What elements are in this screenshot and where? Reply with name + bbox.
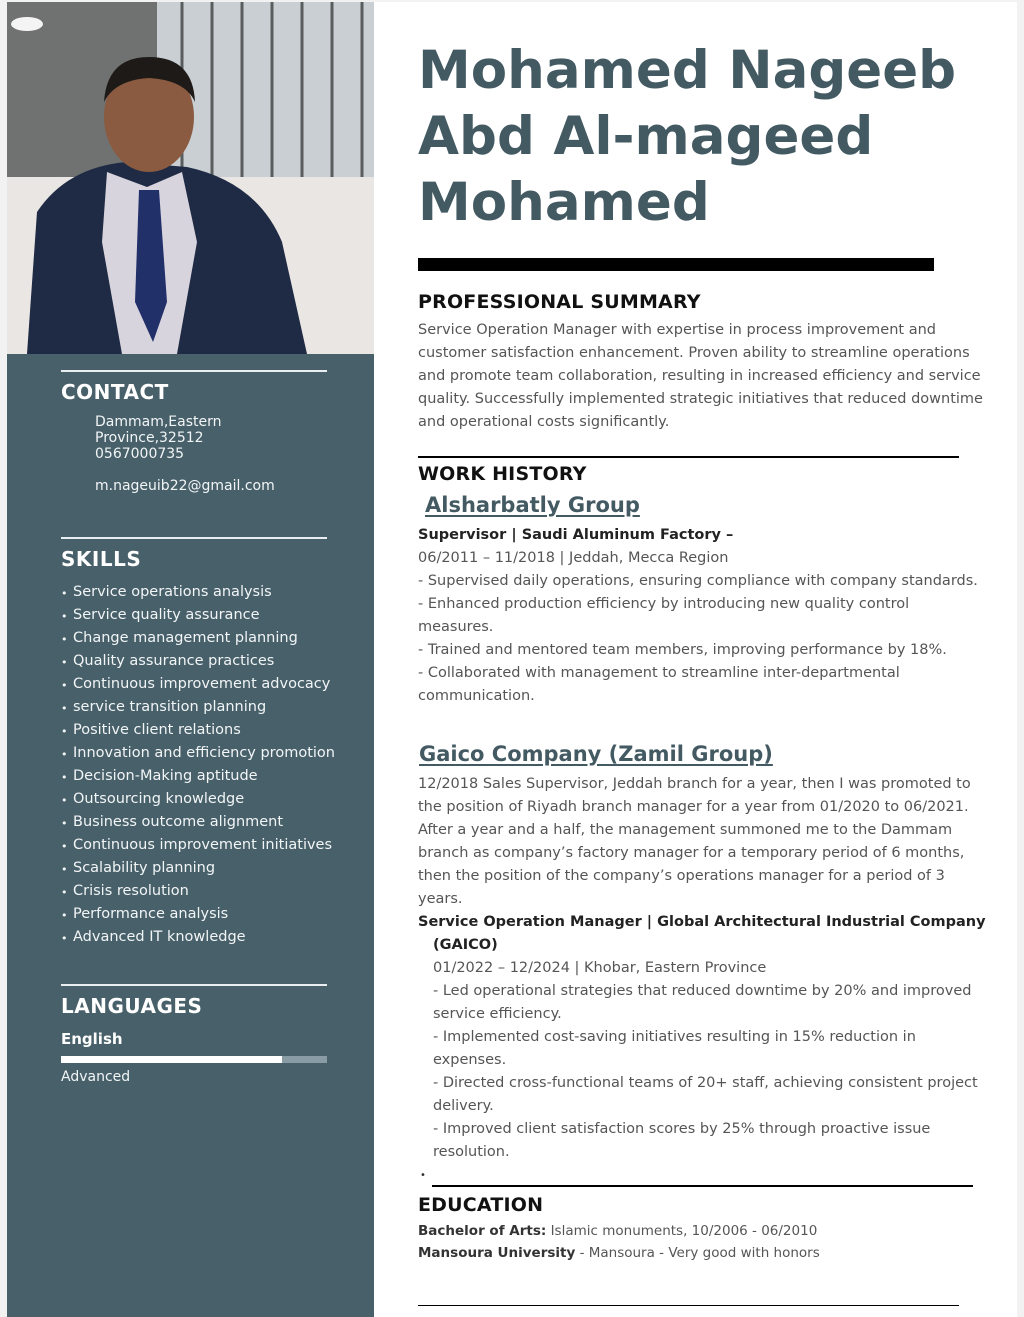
skill-item: • Positive client relations [61,719,327,742]
language-proficiency-fill [61,1056,282,1063]
job1-role [418,524,733,547]
degree-detail: Islamic monuments, 10/2006 - 06/2010 [546,1223,818,1239]
language-proficiency-bar [61,1056,327,1063]
job2-intro [418,773,971,911]
job2-duty-line: - Led operational strategies that reduced downtime by 20% and improved [433,983,972,999]
skill-item: • Innovation and efficiency promotion [61,742,327,765]
job1-duty-line: - Collaborated with management to streamline inter-departmental [418,665,900,681]
education-degree [418,1223,817,1239]
candidate-name [418,38,978,236]
degree-label: Bachelor of Arts: [418,1223,547,1239]
job2-intro-line: After a year and a half, the management summoned me to the Dammam [418,822,953,838]
skill-item: • Performance analysis [61,903,327,926]
job1-duties [418,570,978,708]
job2-duty-line: delivery. [433,1098,494,1114]
work-history-heading: WORK HISTORY [418,463,587,485]
job2-role-text-2: (GAICO) [433,937,498,953]
job2-duty-line: resolution. [433,1144,510,1160]
summary-text [418,319,983,434]
profile-photo [7,2,374,354]
school-label: Mansoura University [418,1245,576,1261]
job2-dates: 01/2022 – 12/2024 | Khobar, Eastern Province [433,960,767,976]
name-line-3: Mohamed [418,172,710,233]
job2-role-cont [433,934,498,957]
job1-duty-line: - Trained and mentored team members, improving performance by 18%. [418,642,947,658]
skill-item: • Continuous improvement initiatives [61,834,327,857]
job2-duty-line: expenses. [433,1052,507,1068]
contact-email[interactable]: m.nageuib22@gmail.com [95,478,275,494]
job2-intro-line: the position of Riyadh branch manager for a year from 01/2020 to 06/2021. [418,799,969,815]
education-divider [418,1305,959,1306]
name-line-2: Abd Al-mageed [418,106,874,167]
name-divider-bar [418,258,934,271]
job2-intro-line: then the position of the company’s operations manager for a period of 3 [418,868,945,884]
job2-duty-line: - Improved client satisfaction scores by 25% through proactive issue [433,1121,931,1137]
skill-item: • service transition planning [61,696,327,719]
skills-divider [61,537,327,539]
education-heading: EDUCATION [418,1194,544,1216]
job1-duty-line: communication. [418,688,535,704]
job1-duty-line: - Supervised daily operations, ensuring compliance with company standards. [418,573,978,589]
skill-item: • Crisis resolution [61,880,327,903]
skill-item: • Business outcome alignment [61,811,327,834]
skill-item: • Quality assurance practices [61,650,327,673]
school-detail: - Mansoura - Very good with honors [575,1245,820,1261]
skills-heading: SKILLS [61,547,142,571]
skill-item: • Outsourcing knowledge [61,788,327,811]
job2-role [418,911,986,934]
job2-duty-line: service efficiency. [433,1006,562,1022]
summary-line: customer satisfaction enhancement. Proven ability to streamline operations [418,345,970,361]
summary-line: and promote team collaboration, resulting in increased efficiency and service [418,368,981,384]
company-alsharbatly: Alsharbatly Group [425,493,640,517]
skill-item: • Service quality assurance [61,604,327,627]
job1-role-text: Supervisor | Saudi Aluminum Factory – [418,527,734,543]
skill-item: • Advanced IT knowledge [61,926,327,949]
summary-line: Service Operation Manager with expertise in process improvement and [418,322,936,338]
languages-section [61,984,327,1085]
contact-divider [61,370,327,372]
skill-item: • Scalability planning [61,857,327,880]
education-school [418,1245,820,1261]
language-level: Advanced [61,1069,131,1085]
job2-duties [433,980,978,1164]
languages-heading: LANGUAGES [61,994,203,1018]
name-line-1: Mohamed Nageeb [418,40,957,101]
summary-line: quality. Successfully implemented strategic initiatives that reduced downtime [418,391,983,407]
job2-intro-line: branch as company’s factory manager for a temporary period of 6 months, [418,845,965,861]
job2-intro-line: years. [418,891,463,907]
job2-role-text: Service Operation Manager | Global Architectural Industrial Company [418,914,986,930]
stray-bullet-icon: • [420,1170,426,1181]
job1-duty-line: measures. [418,619,494,635]
skills-list [61,581,335,949]
contact-heading: CONTACT [61,380,169,404]
summary-divider [418,456,959,458]
summary-line: and operational costs significantly. [418,414,670,430]
job1-duty-line: - Enhanced production efficiency by introducing new quality control [418,596,910,612]
skill-item: • Service operations analysis [61,581,327,604]
summary-heading: PROFESSIONAL SUMMARY [418,291,701,313]
languages-divider [61,984,327,986]
resume-page [7,2,1017,1317]
skill-item: • Decision-Making aptitude [61,765,327,788]
contact-phone: 0567000735 [95,446,185,462]
skill-item: • Continuous improvement advocacy [61,673,327,696]
company-gaico: Gaico Company (Zamil Group) [419,742,773,766]
job1-dates: 06/2011 – 11/2018 | Jeddah, Mecca Region [418,550,729,566]
job2-intro-line: 12/2018 Sales Supervisor, Jeddah branch for a year, then I was promoted to [418,776,971,792]
job2-duty-line: - Directed cross-functional teams of 20+ staff, achieving consistent project [433,1075,978,1091]
contact-address: Dammam,Eastern Province,32512 [95,414,222,446]
skill-item: • Change management planning [61,627,327,650]
job2-duty-line: - Implemented cost-saving initiatives resulting in 15% reduction in [433,1029,916,1045]
skills-section [61,537,335,949]
language-name: English [61,1030,123,1048]
contact-section [61,370,327,494]
sidebar [7,2,374,1317]
work-divider [432,1185,973,1187]
